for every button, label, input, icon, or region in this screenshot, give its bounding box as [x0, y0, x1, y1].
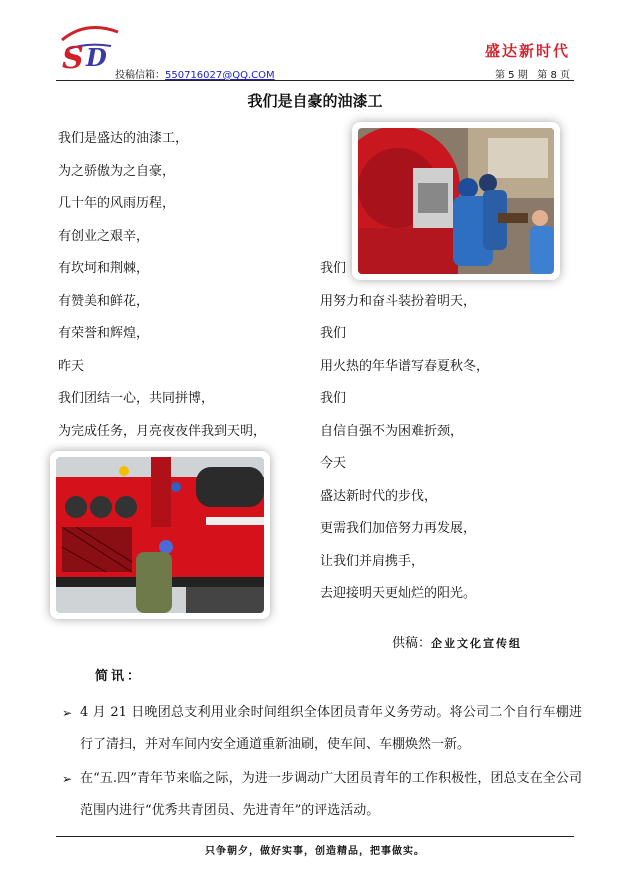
page-number: 第 8 页: [537, 70, 570, 81]
svg-text:S: S: [62, 41, 84, 72]
poem-line: 盛达新时代的步伐，: [320, 488, 438, 504]
sd-logo-icon: [56, 20, 126, 72]
article-title: 我们是自豪的油漆工: [247, 92, 383, 110]
poem-line: 昨天: [58, 358, 85, 374]
issue-number: 第 5 期: [494, 70, 528, 81]
news-item-text: 4 月 21 日晚团总支利用业余时间组织全体团员青年义务劳动。将公司二个自行车棚进行了清扫，并对车间内安全通道重新油刷，使车间、车棚焕然一新。: [80, 705, 582, 752]
credit-source: 企业文化宣传组: [431, 637, 523, 650]
footer-motto: 只争朝夕，做好实事，创造精品，把事做实。: [205, 846, 425, 857]
poem-line: 我们团结一心，共同拼博，: [58, 391, 215, 406]
poem-line: 几十年的风雨历程，: [58, 196, 176, 211]
poem-line: 有创业之艰辛，: [58, 228, 150, 244]
poem-line: 为之骄傲为之自豪，: [58, 163, 176, 179]
news-brief-heading: 简讯：: [95, 669, 144, 684]
email-label: 投稿信箱：: [115, 70, 165, 81]
svg-text:D: D: [86, 43, 107, 72]
poem-line: 有赞美和鲜花，: [58, 293, 150, 309]
poem-right-column: [320, 253, 489, 611]
poem-line: 有荣誉和辉煌，: [58, 326, 150, 341]
email-link[interactable]: 550716027@QQ.COM: [165, 70, 275, 81]
poem-line: 更需我们加倍努力再发展，: [320, 521, 477, 536]
issue-info: [495, 66, 570, 81]
credit-label: 供稿：: [392, 636, 432, 651]
news-item: [62, 763, 582, 827]
header-divider: [56, 80, 574, 81]
poem-line: 我们: [320, 261, 347, 276]
poem-line: 为完成任务，月亮夜夜伴我到天明，: [58, 423, 267, 439]
truck-painter-photo: [50, 451, 270, 619]
article-credit: [392, 632, 522, 651]
poem-line: 我们是盛达的油漆工，: [58, 131, 189, 146]
arrow-bullet-icon: ➢: [62, 706, 73, 720]
news-item-text: 在“五.四”青年节来临之际，为进一步调动广大团员青年的工作积极性，团总支在全公司范围内进行“优秀共青团员、先进青年”的评选活动。: [80, 771, 582, 818]
newspaper-brand: 盛达新时代: [484, 42, 570, 60]
poem-left-column: [58, 123, 266, 481]
poem-line: 有坎坷和荆棘，: [58, 261, 150, 276]
poem-line: 自信自强不为困难折颈，: [320, 423, 464, 439]
footer-divider: [56, 836, 574, 837]
poem-line: 让我们并肩携手，: [320, 553, 425, 569]
news-item: [62, 697, 582, 761]
poem-line: 今天: [320, 456, 347, 471]
poem-line: 用火热的年华谱写春夏秋冬，: [320, 358, 490, 374]
arrow-bullet-icon: ➢: [62, 772, 73, 786]
poem-line: 我们: [320, 326, 347, 341]
poem-line: 我们: [320, 391, 347, 406]
poem-line: 用努力和奋斗装扮着明天，: [320, 293, 477, 309]
poem-line: 去迎接明天更灿烂的阳光。: [320, 586, 477, 601]
workers-photo: [352, 122, 560, 280]
submission-email: [115, 66, 275, 81]
